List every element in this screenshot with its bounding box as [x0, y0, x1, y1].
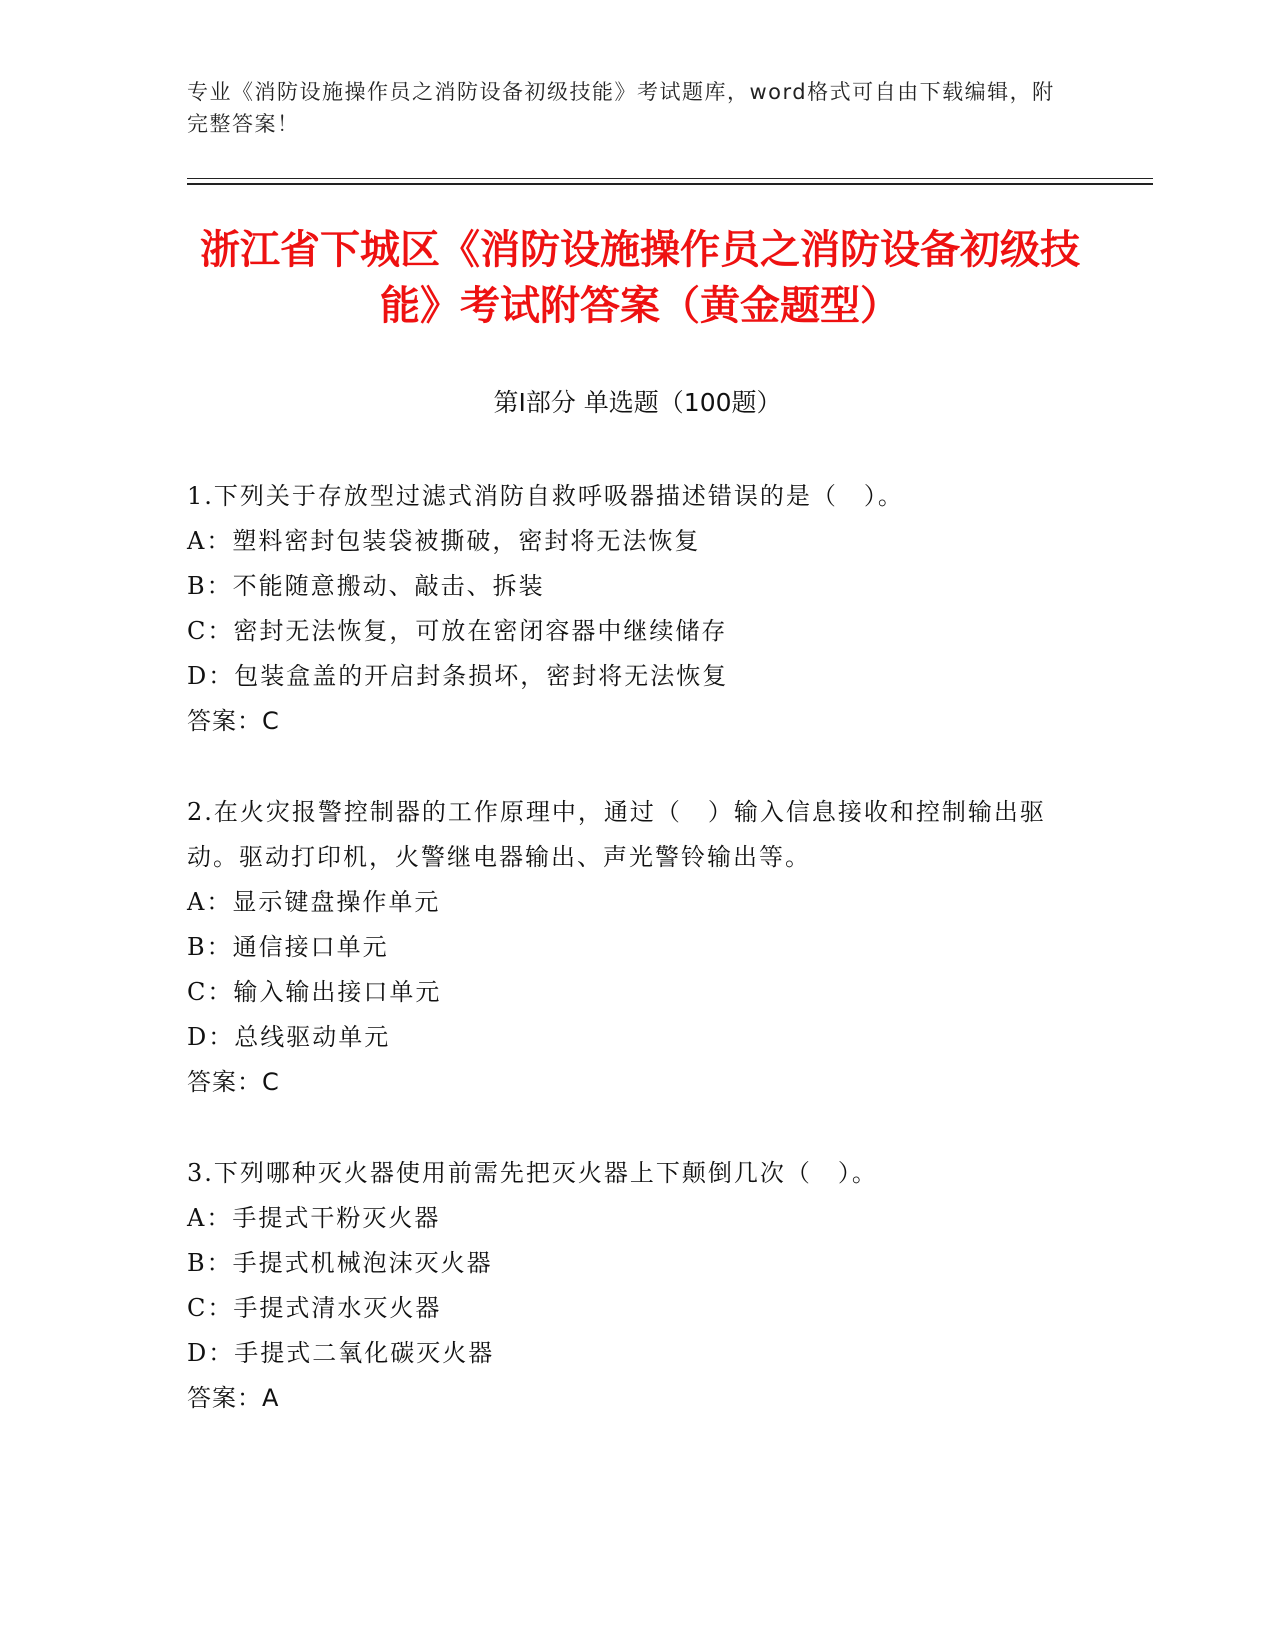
- question-2: [187, 790, 1067, 1105]
- option-c: C：输入输出接口单元: [187, 978, 442, 1006]
- question-stem: 2.在火灾报警控制器的工作原理中，通过（ ）输入信息接收和控制输出驱动。驱动打印机，火警继电器输出、声光警铃输出等。: [187, 798, 1046, 871]
- option-d: D：手提式二氧化碳灭火器: [187, 1339, 495, 1367]
- question-1: [187, 474, 1067, 744]
- option-b: B：不能随意搬动、敲击、拆装: [187, 572, 545, 600]
- answer: 答案：A: [187, 1384, 280, 1412]
- option-c: C：手提式清水灭火器: [187, 1294, 442, 1322]
- question-stem: 1.下列关于存放型过滤式消防自救呼吸器描述错误的是（ ）。: [187, 482, 904, 510]
- document-title: 浙江省下城区《消防设施操作员之消防设备初级技能》考试附答案（黄金题型）: [200, 227, 1080, 329]
- question-3: [187, 1151, 1067, 1421]
- header-divider-thin: [187, 178, 1153, 179]
- option-b: B：通信接口单元: [187, 933, 389, 961]
- section-heading: 第Ⅰ部分 单选题（100题）: [493, 388, 782, 417]
- header-divider-thick: [187, 183, 1153, 185]
- option-c: C：密封无法恢复，可放在密闭容器中继续储存: [187, 617, 728, 645]
- option-a: A：手提式干粉灭火器: [187, 1204, 441, 1232]
- question-list: [187, 474, 1067, 1467]
- header-note: 专业《消防设施操作员之消防设备初级技能》考试题库，word格式可自由下载编辑，附完整答案！: [187, 80, 1055, 136]
- question-stem: 3.下列哪种灭火器使用前需先把灭火器上下颠倒几次（ ）。: [187, 1159, 878, 1187]
- option-d: D：总线驱动单元: [187, 1023, 391, 1051]
- option-a: A：塑料密封包装袋被撕破，密封将无法恢复: [187, 527, 701, 555]
- answer: 答案：C: [187, 1068, 280, 1096]
- option-b: B：手提式机械泡沫灭火器: [187, 1249, 493, 1277]
- answer: 答案：C: [187, 707, 280, 735]
- option-a: A：显示键盘操作单元: [187, 888, 441, 916]
- option-d: D：包装盒盖的开启封条损坏，密封将无法恢复: [187, 662, 729, 690]
